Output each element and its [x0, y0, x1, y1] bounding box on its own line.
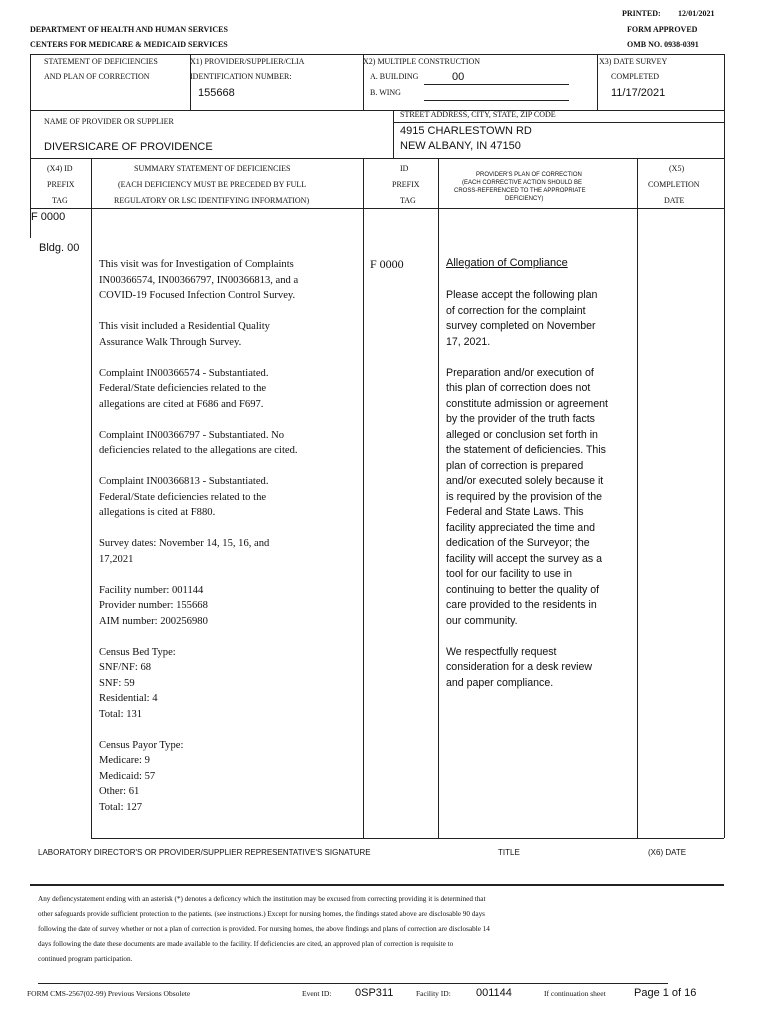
summary-statement: [99, 257, 298, 831]
paragraph: [99, 257, 298, 304]
event-id-label: Event ID:: [302, 989, 332, 998]
top-border: [30, 54, 724, 55]
text-line: Complaint IN00366813 - Substantiated.: [99, 476, 269, 487]
text-line: and/or executed solely because it: [446, 475, 604, 487]
x1-label-1: X1) PROVIDER/SUPPLIER/CLIA: [190, 57, 305, 66]
text-line: 17, 2021.: [446, 335, 491, 348]
omb-number: OMB NO. 0938-0391: [627, 40, 699, 49]
text-line: Complaint IN00366574 - Substantiated.: [99, 367, 269, 379]
text-line: This visit included a Residential Quality: [99, 321, 270, 332]
text-line: facility appreciated the time and: [446, 521, 595, 534]
divider-x3: [597, 54, 598, 110]
paragraph: [99, 536, 298, 567]
x4-label-2: PREFIX: [47, 180, 75, 189]
disclaimer-line: days following the date these documents are made available to the facility. If deficiencies are cited, an approved plan of correction is requisite to: [38, 940, 454, 948]
box-left-edge: [30, 54, 31, 110]
signature-label: LABORATORY DIRECTOR'S OR PROVIDER/SUPPLIER REPRESENTATIVE'S SIGNATURE: [38, 848, 371, 857]
text-line: SNF: 59: [99, 677, 135, 689]
paragraph: [99, 738, 298, 816]
wing-label: B. WING: [370, 88, 401, 97]
text-line: by the provider of the truth facts: [446, 413, 595, 425]
x5-right-edge: [724, 158, 725, 838]
text-line: constitute admission or agreement: [446, 397, 608, 410]
text-line: of correction for the complaint: [446, 304, 586, 317]
paragraph: [446, 288, 608, 350]
x3-label-1: X3) DATE SURVEY: [599, 57, 668, 66]
x3-label-2: COMPLETED: [611, 72, 659, 81]
centers-title: CENTERS FOR MEDICARE & MEDICAID SERVICES: [30, 40, 228, 49]
department-title: DEPARTMENT OF HEALTH AND HUMAN SERVICES: [30, 25, 228, 34]
text-line: Complaint IN00366797 - Substantiated. No: [99, 429, 285, 441]
provider-name-label: NAME OF PROVIDER OR SUPPLIER: [44, 117, 174, 126]
address-label: STREET ADDRESS, CITY, STATE, ZIP CODE: [400, 110, 556, 119]
poc-label-3: CROSS-REFERENCED TO THE APPROPRIATE: [454, 188, 586, 194]
paragraph: [99, 645, 298, 723]
paragraph: [446, 366, 608, 630]
text-line: Census Payor Type:: [99, 739, 184, 751]
text-line: alleged or conclusion set forth in: [446, 428, 598, 441]
text-line: Preparation and/or execution of: [446, 366, 594, 379]
x4-label-1: (X4) ID: [47, 164, 73, 173]
statement-label-1: STATEMENT OF DEFICIENCIES: [44, 57, 158, 66]
poc-label-2: (EACH CORRECTIVE ACTION SHOULD BE: [462, 180, 583, 186]
id-divider: [438, 158, 439, 838]
provider-right-edge: [724, 110, 725, 158]
text-line: this plan of correction does not: [446, 382, 591, 394]
text-line: Federal and State Laws. This: [446, 506, 584, 518]
text-line: Other: 61: [99, 786, 140, 797]
building-label: A. BUILDING: [370, 72, 419, 81]
text-line: Federal/State deficiencies related to the: [99, 491, 267, 503]
text-line: Total: 127: [99, 801, 143, 813]
x4-label-3: TAG: [52, 196, 68, 205]
summary-label-3: REGULATORY OR LSC IDENTIFYING INFORMATION): [114, 196, 310, 205]
paragraph: [99, 428, 298, 459]
page-number: Page 1 of 16: [634, 987, 697, 999]
continuation-label: If continuation sheet: [544, 989, 606, 998]
text-line: 17,2021: [99, 553, 134, 565]
x4-left-edge: [30, 158, 31, 238]
footer-rule: [38, 983, 668, 984]
provider-id-number: 155668: [198, 87, 235, 99]
id-label-1: ID: [400, 164, 409, 173]
text-line: plan of correction is prepared: [446, 459, 584, 472]
text-line: and paper compliance.: [446, 676, 554, 689]
summary-label-2: (EACH DEFICIENCY MUST BE PRECEDED BY FULL: [118, 180, 307, 189]
text-line: our community.: [446, 614, 518, 627]
provider-divider: [393, 110, 394, 158]
text-line: the statement of deficiencies. This: [446, 444, 606, 456]
printed-date: 12/01/2021: [678, 9, 715, 18]
right-tag: F 0000: [370, 257, 404, 271]
x5-label-1: (X5): [669, 164, 685, 173]
paragraph: [99, 366, 298, 413]
facility-id-label: Facility ID:: [416, 989, 451, 998]
text-line: dedication of the Surveyor; the: [446, 537, 590, 549]
text-line: allegations is cited at F880.: [99, 507, 216, 518]
x6-date-label: (X6) DATE: [648, 848, 687, 857]
text-line: Provider number: 155668: [99, 600, 208, 611]
text-line: Medicare: 9: [99, 755, 150, 766]
text-line: Survey dates: November 14, 15, 16, and: [99, 538, 270, 549]
text-line: survey completed on November: [446, 320, 596, 332]
text-line: We respectfully request: [446, 645, 557, 658]
text-line: facility will accept the survey as a: [446, 552, 603, 565]
text-line: continuing to better the quality of: [446, 583, 600, 596]
paragraph: [99, 474, 298, 521]
text-line: Census Bed Type:: [99, 646, 176, 658]
disclaimer-line: other safeguards provide sufficient protection to the patients. (see instructions.) Except for nursing homes, the findings stated above are disclosable 90 days: [38, 910, 485, 918]
body-bottom: [91, 838, 724, 839]
address-line-1: 4915 CHARLESTOWN RD: [400, 125, 532, 137]
text-line: IN00366574, IN00366797, IN00366813, and a: [99, 274, 299, 286]
wing-underline: [424, 100, 569, 101]
building-value: 00: [452, 71, 465, 83]
disclaimer-line: continued program participation.: [38, 955, 133, 963]
event-id-value: 0SP311: [355, 987, 394, 999]
paragraph: [99, 583, 298, 630]
disclaimer-line: Any defiencystatement ending with an asterisk (*) denotes a deficency which the institution may be excused from correcting providing it is determined that: [38, 895, 486, 903]
x1-label-2: IDENTIFICATION NUMBER:: [190, 72, 292, 81]
column-header-bottom: [30, 208, 724, 209]
building-underline: [424, 84, 569, 85]
summary-divider: [363, 158, 364, 838]
paragraph: [446, 645, 608, 692]
disclaimer-text: [38, 892, 728, 967]
address-line-2: NEW ALBANY, IN 47150: [400, 140, 521, 152]
text-line: Please accept the following plan: [446, 289, 598, 301]
poc-divider: [637, 158, 638, 838]
text-line: Residential: 4: [99, 693, 158, 704]
x4-divider: [91, 158, 92, 838]
form-number: FORM CMS-2567(02-99) Previous Versions Obsolete: [27, 989, 191, 998]
text-line: tool for our facility to use in: [446, 568, 573, 580]
plan-of-correction: [446, 288, 608, 707]
form-approved: FORM APPROVED: [627, 25, 698, 34]
text-line: deficiencies related to the allegations are cited.: [99, 445, 298, 456]
building-tag: Bldg. 00: [39, 242, 80, 254]
poc-label-1: PROVIDER'S PLAN OF CORRECTION: [476, 172, 582, 178]
box-right-edge: [724, 54, 725, 110]
survey-date-completed: 11/17/2021: [611, 87, 666, 99]
id-label-2: PREFIX: [392, 180, 420, 189]
x2-label: X2) MULTIPLE CONSTRUCTION: [363, 57, 481, 66]
signature-underline: [30, 884, 724, 886]
text-line: Total: 131: [99, 708, 143, 720]
title-label: TITLE: [498, 848, 520, 857]
text-line: Medicaid: 57: [99, 770, 156, 782]
paragraph: [99, 319, 298, 350]
provider-left-edge: [30, 110, 31, 158]
id-label-3: TAG: [400, 196, 416, 205]
poc-label-4: DEFICIENCY): [505, 196, 544, 202]
disclaimer-line: following the date of survey whether or not a plan of correction is provided. For nursing homes, the above findings and plans of correction are disclosable 14: [38, 925, 490, 933]
summary-label-1: SUMMARY STATEMENT OF DEFICIENCIES: [134, 164, 291, 173]
facility-id-value: 001144: [476, 987, 512, 999]
left-tag: F 0000: [31, 211, 66, 223]
text-line: Federal/State deficiencies related to the: [99, 383, 267, 394]
text-line: AIM number: 200256980: [99, 615, 208, 627]
statement-label-2: AND PLAN OF CORRECTION: [44, 72, 150, 81]
text-line: consideration for a desk review: [446, 661, 593, 673]
poc-title: Allegation of Compliance: [446, 257, 568, 269]
text-line: SNF/NF: 68: [99, 662, 152, 673]
text-line: This visit was for Investigation of Complaints: [99, 259, 294, 270]
provider-name: DIVERSICARE OF PROVIDENCE: [44, 141, 213, 153]
text-line: Assurance Walk Through Survey.: [99, 336, 242, 348]
x5-label-2: COMPLETION: [648, 180, 700, 189]
text-line: is required by the provision of the: [446, 490, 603, 503]
text-line: Facility number: 001144: [99, 584, 204, 596]
address-label-underline: [393, 122, 724, 123]
text-line: care provided to the residents in: [446, 599, 597, 611]
id-row-bottom: [30, 110, 724, 111]
text-line: allegations are cited at F686 and F697.: [99, 398, 264, 410]
x5-label-3: DATE: [664, 196, 685, 205]
text-line: COVID-19 Focused Infection Control Survey.: [99, 290, 296, 301]
printed-label: PRINTED:: [622, 9, 661, 18]
provider-row-bottom: [30, 158, 724, 159]
